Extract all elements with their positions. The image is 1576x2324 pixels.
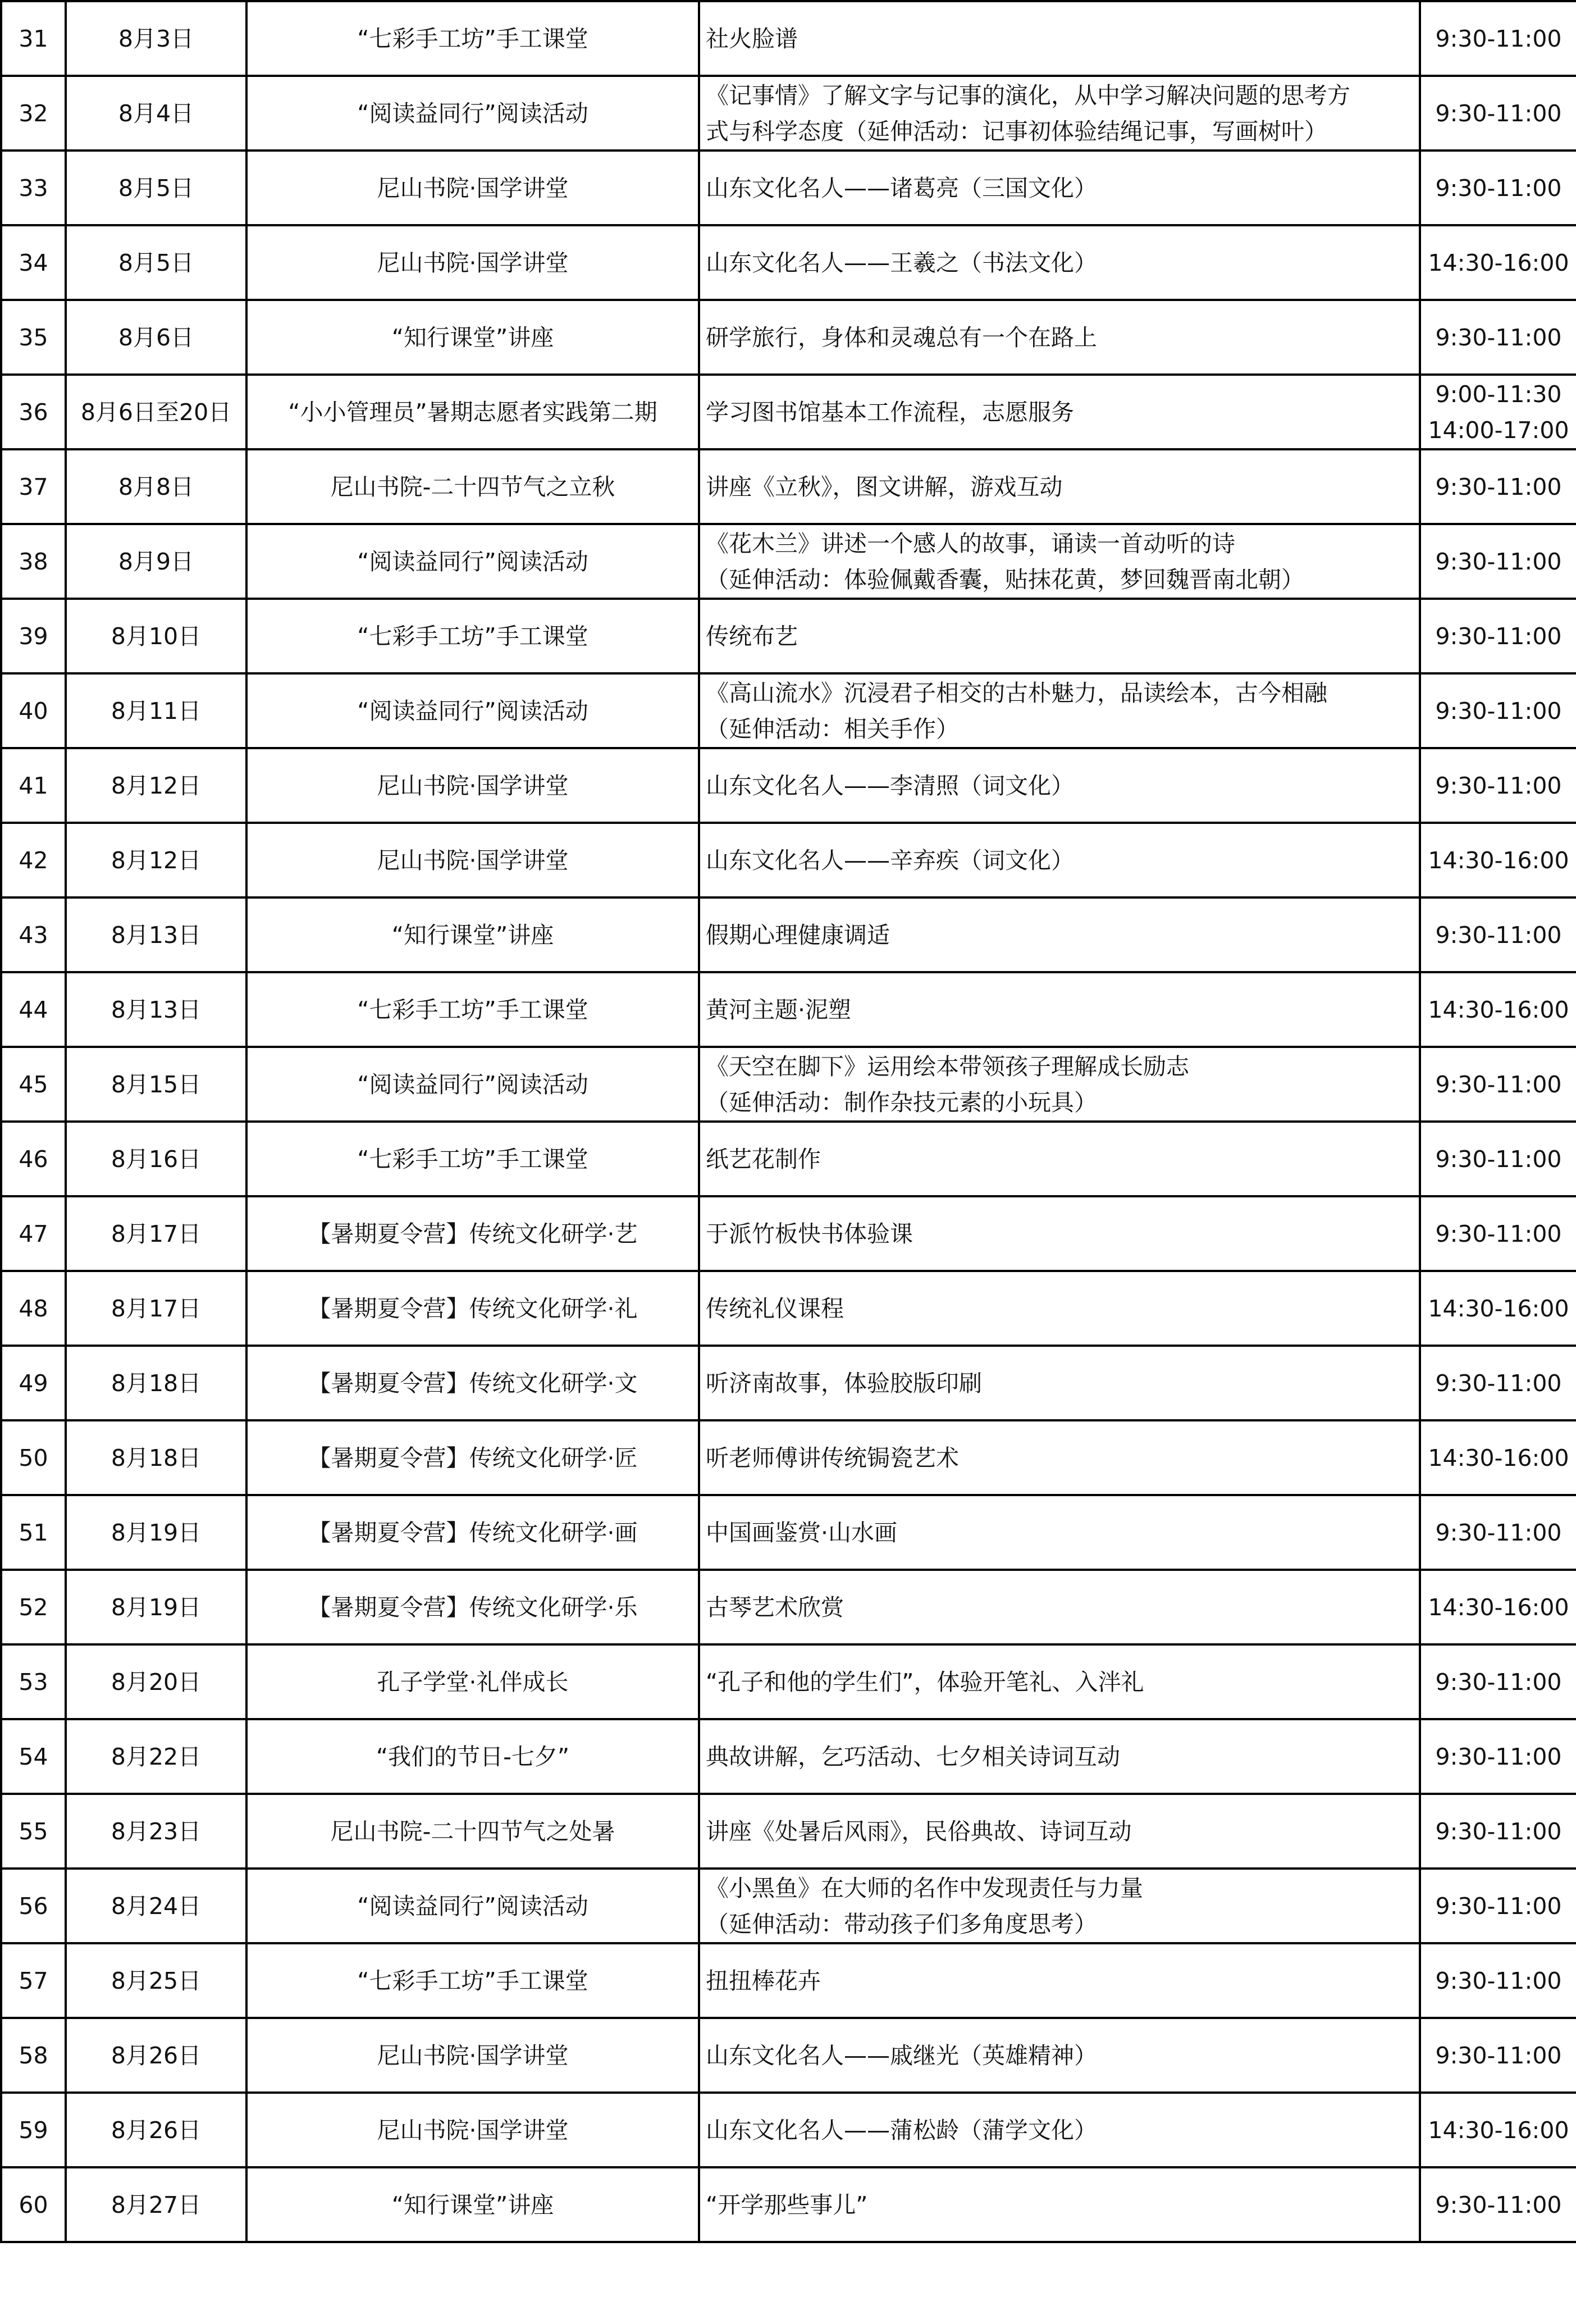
event-name-cell: 尼山书院·国学讲堂: [246, 2093, 699, 2167]
content-cell: [699, 375, 1420, 449]
row-number-cell: 57: [1, 1943, 66, 2018]
event-name-cell: “阅读益同行”阅读活动: [246, 524, 699, 599]
content-line: 式与科学态度（延伸活动：记事初体验结绳记事，写画树叶）: [706, 117, 1327, 145]
time-line: 9:30-11:00: [1435, 772, 1562, 799]
content-line: 山东文化名人——诸葛亮（三国文化）: [706, 174, 1097, 202]
time-line: 9:00-11:30: [1435, 380, 1562, 408]
time-line: 14:30-16:00: [1428, 1295, 1569, 1322]
content-line: （延伸活动：带动孩子们多角度思考）: [706, 1910, 1097, 1938]
time-line: 9:30-11:00: [1435, 1743, 1562, 1770]
date-cell: 8月23日: [66, 1794, 246, 1869]
event-name-cell: “阅读益同行”阅读活动: [246, 76, 699, 151]
row-number-cell: 49: [1, 1346, 66, 1420]
content-cell: [699, 1047, 1420, 1122]
time-cell: [1420, 449, 1576, 524]
time-cell: [1420, 972, 1576, 1047]
time-line: 9:30-11:00: [1435, 174, 1562, 202]
row-number-cell: 52: [1, 1570, 66, 1644]
event-name-cell: 尼山书院·国学讲堂: [246, 2018, 699, 2093]
event-name-cell: 尼山书院-二十四节气之立秋: [246, 449, 699, 524]
content-cell: [699, 449, 1420, 524]
time-line: 9:30-11:00: [1435, 1668, 1562, 1696]
table-row: [1, 897, 1576, 972]
time-line: 9:30-11:00: [1435, 2042, 1562, 2069]
event-name-cell: “阅读益同行”阅读活动: [246, 1047, 699, 1122]
time-cell: [1420, 1570, 1576, 1644]
date-cell: 8月16日: [66, 1122, 246, 1196]
time-line: 9:30-11:00: [1435, 622, 1562, 650]
content-line: 传统礼仪课程: [706, 1295, 844, 1322]
time-line: 14:30-16:00: [1428, 1444, 1569, 1471]
content-line: 听老师傅讲传统锔瓷艺术: [706, 1444, 959, 1471]
content-cell: [699, 1420, 1420, 1495]
content-line: 《天空在脚下》运用绘本带领孩子理解成长励志: [706, 1052, 1189, 1080]
event-name-cell: 尼山书院-二十四节气之处暑: [246, 1794, 699, 1869]
date-cell: 8月20日: [66, 1644, 246, 1719]
time-line: 14:30-16:00: [1428, 996, 1569, 1023]
row-number-cell: 46: [1, 1122, 66, 1196]
row-number-cell: 47: [1, 1196, 66, 1271]
content-line: 讲座《处暑后风雨》，民俗典故、诗词互动: [706, 1817, 1132, 1845]
content-line: “开学那些事儿”: [706, 2191, 868, 2218]
time-line: 9:30-11:00: [1435, 1070, 1562, 1098]
row-number-cell: 40: [1, 673, 66, 748]
date-cell: 8月6日至20日: [66, 375, 246, 449]
date-cell: 8月4日: [66, 76, 246, 151]
row-number-cell: 50: [1, 1420, 66, 1495]
row-number-cell: 33: [1, 151, 66, 225]
event-name-cell: “知行课堂”讲座: [246, 300, 699, 375]
date-cell: 8月11日: [66, 673, 246, 748]
content-line: 学习图书馆基本工作流程，志愿服务: [706, 398, 1074, 426]
event-name-cell: 【暑期夏令营】传统文化研学·艺: [246, 1196, 699, 1271]
row-number-cell: 37: [1, 449, 66, 524]
row-number-cell: 43: [1, 897, 66, 972]
date-cell: 8月26日: [66, 2018, 246, 2093]
content-cell: [699, 1794, 1420, 1869]
time-cell: [1420, 225, 1576, 300]
event-name-cell: 尼山书院·国学讲堂: [246, 151, 699, 225]
row-number-cell: 44: [1, 972, 66, 1047]
event-name-cell: 尼山书院·国学讲堂: [246, 748, 699, 823]
table-row: [1, 375, 1576, 449]
content-line: 古琴艺术欣赏: [706, 1593, 844, 1621]
time-cell: [1420, 1047, 1576, 1122]
content-cell: [699, 1196, 1420, 1271]
time-cell: [1420, 748, 1576, 823]
content-cell: [699, 1346, 1420, 1420]
content-line: 讲座《立秋》，图文讲解，游戏互动: [706, 473, 1063, 500]
content-cell: [699, 599, 1420, 673]
content-line: 传统布艺: [706, 622, 798, 650]
time-cell: [1420, 823, 1576, 897]
date-cell: 8月24日: [66, 1869, 246, 1943]
row-number-cell: 54: [1, 1719, 66, 1794]
event-name-cell: “知行课堂”讲座: [246, 2167, 699, 2242]
time-cell: [1420, 1719, 1576, 1794]
time-cell: [1420, 1495, 1576, 1570]
content-cell: [699, 1570, 1420, 1644]
time-cell: [1420, 1346, 1576, 1420]
table-row: [1, 300, 1576, 375]
table-row: [1, 449, 1576, 524]
time-cell: [1420, 1, 1576, 76]
event-name-cell: “我们的节日-七夕”: [246, 1719, 699, 1794]
content-line: （延伸活动：制作杂技元素的小玩具）: [706, 1088, 1097, 1116]
time-line: 9:30-11:00: [1435, 1519, 1562, 1546]
table-row: [1, 1943, 1576, 2018]
event-name-cell: “小小管理员”暑期志愿者实践第二期: [246, 375, 699, 449]
time-line: 9:30-11:00: [1435, 323, 1562, 351]
time-cell: [1420, 1196, 1576, 1271]
row-number-cell: 55: [1, 1794, 66, 1869]
date-cell: 8月3日: [66, 1, 246, 76]
row-number-cell: 51: [1, 1495, 66, 1570]
table-row: [1, 1644, 1576, 1719]
table-row: [1, 748, 1576, 823]
row-number-cell: 56: [1, 1869, 66, 1943]
event-name-cell: 孔子学堂·礼伴成长: [246, 1644, 699, 1719]
date-cell: 8月12日: [66, 823, 246, 897]
time-line: 9:30-11:00: [1435, 1145, 1562, 1173]
date-cell: 8月22日: [66, 1719, 246, 1794]
date-cell: 8月27日: [66, 2167, 246, 2242]
time-cell: [1420, 2093, 1576, 2167]
content-line: 《高山流水》沉浸君子相交的古朴魅力，品读绘本，古今相融: [706, 679, 1327, 707]
time-line: 9:30-11:00: [1435, 1967, 1562, 1994]
row-number-cell: 53: [1, 1644, 66, 1719]
table-row: [1, 1, 1576, 76]
time-line: 9:30-11:00: [1435, 548, 1562, 575]
content-line: 假期心理健康调适: [706, 921, 890, 949]
date-cell: 8月19日: [66, 1495, 246, 1570]
event-name-cell: “阅读益同行”阅读活动: [246, 1869, 699, 1943]
time-cell: [1420, 1122, 1576, 1196]
time-cell: [1420, 300, 1576, 375]
date-cell: 8月18日: [66, 1420, 246, 1495]
table-row: [1, 76, 1576, 151]
time-line: 14:30-16:00: [1428, 846, 1569, 874]
time-line: 9:30-11:00: [1435, 473, 1562, 500]
time-line: 14:00-17:00: [1428, 416, 1569, 444]
content-line: 社火脸谱: [706, 25, 798, 52]
content-cell: [699, 1495, 1420, 1570]
time-cell: [1420, 1271, 1576, 1346]
table-row: [1, 1346, 1576, 1420]
row-number-cell: 58: [1, 2018, 66, 2093]
content-cell: [699, 1644, 1420, 1719]
table-row: [1, 1719, 1576, 1794]
content-cell: [699, 1, 1420, 76]
content-line: 山东文化名人——辛弃疾（词文化）: [706, 846, 1074, 874]
date-cell: 8月18日: [66, 1346, 246, 1420]
row-number-cell: 41: [1, 748, 66, 823]
row-number-cell: 48: [1, 1271, 66, 1346]
time-cell: [1420, 76, 1576, 151]
content-cell: [699, 524, 1420, 599]
content-line: 听济南故事，体验胶版印刷: [706, 1369, 982, 1397]
table-row: [1, 1196, 1576, 1271]
time-cell: [1420, 1644, 1576, 1719]
content-cell: [699, 1122, 1420, 1196]
row-number-cell: 38: [1, 524, 66, 599]
content-line: “孔子和他的学生们”，体验开笔礼、入泮礼: [706, 1668, 1144, 1696]
content-line: 黄河主题·泥塑: [706, 996, 852, 1023]
table-row: [1, 1271, 1576, 1346]
date-cell: 8月15日: [66, 1047, 246, 1122]
row-number-cell: 59: [1, 2093, 66, 2167]
table-row: [1, 151, 1576, 225]
row-number-cell: 39: [1, 599, 66, 673]
row-number-cell: 35: [1, 300, 66, 375]
date-cell: 8月9日: [66, 524, 246, 599]
time-line: 14:30-16:00: [1428, 1593, 1569, 1621]
content-line: 扭扭棒花卉: [706, 1967, 821, 1994]
event-name-cell: “知行课堂”讲座: [246, 897, 699, 972]
content-cell: [699, 972, 1420, 1047]
date-cell: 8月5日: [66, 225, 246, 300]
content-line: 山东文化名人——王羲之（书法文化）: [706, 249, 1097, 276]
content-line: 山东文化名人——戚继光（英雄精神）: [706, 2042, 1097, 2069]
content-line: 《花木兰》讲述一个感人的故事，诵读一首动听的诗: [706, 530, 1235, 557]
table-row: [1, 1420, 1576, 1495]
row-number-cell: 42: [1, 823, 66, 897]
event-name-cell: “阅读益同行”阅读活动: [246, 673, 699, 748]
content-cell: [699, 1943, 1420, 2018]
row-number-cell: 32: [1, 76, 66, 151]
content-line: 于派竹板快书体验课: [706, 1220, 913, 1247]
date-cell: 8月6日: [66, 300, 246, 375]
event-name-cell: 尼山书院·国学讲堂: [246, 225, 699, 300]
date-cell: 8月5日: [66, 151, 246, 225]
content-cell: [699, 76, 1420, 151]
table-row: [1, 2167, 1576, 2242]
content-line: 《小黑鱼》在大师的名作中发现责任与力量: [706, 1874, 1143, 1902]
event-name-cell: “七彩手工坊”手工课堂: [246, 599, 699, 673]
event-name-cell: “七彩手工坊”手工课堂: [246, 1, 699, 76]
content-cell: [699, 2167, 1420, 2242]
content-cell: [699, 151, 1420, 225]
content-line: 研学旅行，身体和灵魂总有一个在路上: [706, 323, 1097, 351]
table-row: [1, 2093, 1576, 2167]
time-cell: [1420, 2167, 1576, 2242]
date-cell: 8月13日: [66, 897, 246, 972]
time-cell: [1420, 1420, 1576, 1495]
content-line: 山东文化名人——李清照（词文化）: [706, 772, 1074, 799]
content-cell: [699, 673, 1420, 748]
event-name-cell: 尼山书院·国学讲堂: [246, 823, 699, 897]
row-number-cell: 36: [1, 375, 66, 449]
table-row: [1, 972, 1576, 1047]
table-row: [1, 1570, 1576, 1644]
event-name-cell: 【暑期夏令营】传统文化研学·画: [246, 1495, 699, 1570]
event-name-cell: “七彩手工坊”手工课堂: [246, 1122, 699, 1196]
date-cell: 8月17日: [66, 1271, 246, 1346]
content-line: 中国画鉴赏·山水画: [706, 1519, 898, 1546]
date-cell: 8月17日: [66, 1196, 246, 1271]
date-cell: 8月10日: [66, 599, 246, 673]
table-row: [1, 673, 1576, 748]
table-row: [1, 599, 1576, 673]
time-line: 9:30-11:00: [1435, 697, 1562, 724]
time-line: 9:30-11:00: [1435, 921, 1562, 949]
event-name-cell: “七彩手工坊”手工课堂: [246, 972, 699, 1047]
table-row: [1, 823, 1576, 897]
date-cell: 8月8日: [66, 449, 246, 524]
table-row: [1, 225, 1576, 300]
table-row: [1, 2018, 1576, 2093]
content-cell: [699, 897, 1420, 972]
content-cell: [699, 2018, 1420, 2093]
time-line: 9:30-11:00: [1435, 1892, 1562, 1920]
date-cell: 8月13日: [66, 972, 246, 1047]
time-line: 9:30-11:00: [1435, 1369, 1562, 1397]
time-line: 9:30-11:00: [1435, 1220, 1562, 1247]
time-cell: [1420, 897, 1576, 972]
content-line: 山东文化名人——蒲松龄（蒲学文化）: [706, 2116, 1097, 2144]
table-row: [1, 1495, 1576, 1570]
date-cell: 8月12日: [66, 748, 246, 823]
table-row: [1, 1869, 1576, 1943]
time-line: 9:30-11:00: [1435, 25, 1562, 52]
time-line: 9:30-11:00: [1435, 1817, 1562, 1845]
content-cell: [699, 1869, 1420, 1943]
time-cell: [1420, 1794, 1576, 1869]
table-row: [1, 524, 1576, 599]
event-name-cell: 【暑期夏令营】传统文化研学·乐: [246, 1570, 699, 1644]
time-line: 9:30-11:00: [1435, 99, 1562, 127]
row-number-cell: 31: [1, 1, 66, 76]
table-row: [1, 1794, 1576, 1869]
content-cell: [699, 2093, 1420, 2167]
content-line: （延伸活动：相关手作）: [706, 715, 959, 742]
content-cell: [699, 748, 1420, 823]
time-cell: [1420, 2018, 1576, 2093]
date-cell: 8月25日: [66, 1943, 246, 2018]
time-cell: [1420, 1943, 1576, 2018]
time-cell: [1420, 1869, 1576, 1943]
time-line: 9:30-11:00: [1435, 2191, 1562, 2218]
time-cell: [1420, 375, 1576, 449]
date-cell: 8月26日: [66, 2093, 246, 2167]
time-cell: [1420, 673, 1576, 748]
time-line: 14:30-16:00: [1428, 2116, 1569, 2144]
content-line: （延伸活动：体验佩戴香囊，贴抹花黄，梦回魏晋南北朝）: [706, 566, 1304, 593]
event-name-cell: 【暑期夏令营】传统文化研学·文: [246, 1346, 699, 1420]
table-row: [1, 1047, 1576, 1122]
date-cell: 8月19日: [66, 1570, 246, 1644]
content-cell: [699, 1271, 1420, 1346]
event-name-cell: “七彩手工坊”手工课堂: [246, 1943, 699, 2018]
content-line: 典故讲解，乞巧活动、七夕相关诗词互动: [706, 1743, 1120, 1770]
table-row: [1, 1122, 1576, 1196]
content-cell: [699, 823, 1420, 897]
schedule-table-body: [1, 1, 1576, 2242]
event-name-cell: 【暑期夏令营】传统文化研学·礼: [246, 1271, 699, 1346]
time-cell: [1420, 524, 1576, 599]
content-cell: [699, 300, 1420, 375]
time-cell: [1420, 599, 1576, 673]
row-number-cell: 60: [1, 2167, 66, 2242]
row-number-cell: 45: [1, 1047, 66, 1122]
content-cell: [699, 225, 1420, 300]
time-cell: [1420, 151, 1576, 225]
content-cell: [699, 1719, 1420, 1794]
time-line: 14:30-16:00: [1428, 249, 1569, 276]
row-number-cell: 34: [1, 225, 66, 300]
content-line: 《记事情》了解文字与记事的演化，从中学习解决问题的思考方: [706, 81, 1350, 109]
event-name-cell: 【暑期夏令营】传统文化研学·匠: [246, 1420, 699, 1495]
content-line: 纸艺花制作: [706, 1145, 821, 1173]
